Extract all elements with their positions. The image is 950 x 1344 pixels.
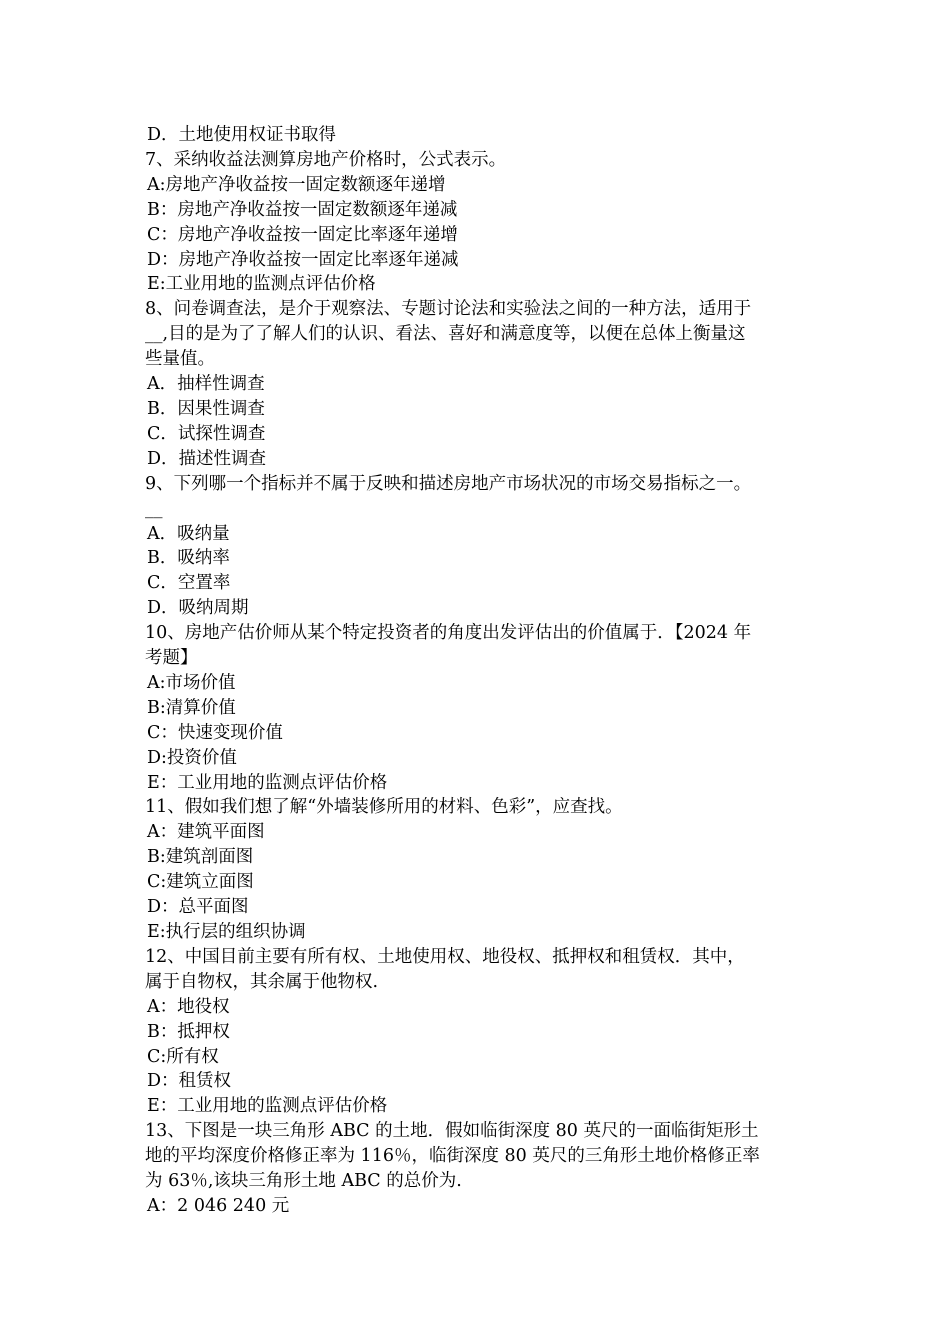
answer-option: A：建筑平面图 xyxy=(147,822,265,843)
answer-option: D：房地产净收益按一固定比率逐年递减 xyxy=(147,249,459,270)
question-text-line: 13、下图是一块三角形 ABC 的土地．假如临街深度 80 英尺的一面临街矩形土 xyxy=(145,1121,759,1142)
question-text-line: 考题】 xyxy=(145,648,198,669)
question-text-line: 属于自物权，其余属于他物权. xyxy=(145,971,379,992)
answer-option: A：2 046 240 元 xyxy=(147,1195,290,1216)
answer-option: B:清算价值 xyxy=(147,697,236,718)
answer-option: D．吸纳周期 xyxy=(147,598,249,619)
answer-option: D：总平面图 xyxy=(147,897,249,918)
answer-option: C．空置率 xyxy=(147,573,231,594)
answer-option: A:房地产净收益按一固定数额逐年递增 xyxy=(147,174,446,195)
answer-option: C：快速变现价值 xyxy=(147,722,283,743)
answer-option: B．吸纳率 xyxy=(147,548,230,569)
answer-option: C:所有权 xyxy=(147,1046,219,1067)
answer-option: C：房地产净收益按一固定比率逐年递增 xyxy=(147,224,458,245)
answer-option: D．描述性调查 xyxy=(147,448,267,469)
answer-option: C．试探性调查 xyxy=(147,423,266,444)
question-text-line: 11、假如我们想了解“外墙装修所用的材料、色彩”，应查找。 xyxy=(145,797,623,818)
answer-option: E:执行层的组织协调 xyxy=(147,922,306,942)
answer-option: A:市场价值 xyxy=(147,672,236,693)
answer-option: B．因果性调查 xyxy=(147,398,265,419)
question-text-line: __ xyxy=(145,498,163,519)
question-text-line: 10、房地产估价师从某个特定投资者的角度出发评估出的价值属于．【2024 年 xyxy=(145,623,752,644)
question-text-line: 12、中国目前主要有所有权、土地使用权、地役权、抵押权和租赁权．其中， xyxy=(145,946,745,967)
answer-option: A．抽样性调查 xyxy=(147,374,265,395)
answer-option: D:投资价值 xyxy=(147,747,237,768)
question-text-line: __,目的是为了了解人们的认识、看法、喜好和满意度等，以便在总体上衡量这 xyxy=(145,324,746,345)
answer-option: C:建筑立面图 xyxy=(147,872,254,893)
question-text-line: 些量值。 xyxy=(145,349,215,370)
question-text-line: 8、问卷调查法，是介于观察法、专题讨论法和实验法之间的一种方法，适用于 xyxy=(145,299,752,320)
answer-option: D：租赁权 xyxy=(147,1071,232,1092)
document-body xyxy=(145,123,807,1219)
answer-option: A：地役权 xyxy=(147,996,230,1017)
question-text-line: 9、下列哪一个指标并不属于反映和描述房地产市场状况的市场交易指标之一。 xyxy=(145,473,752,494)
answer-option: E：工业用地的监测点评估价格 xyxy=(147,1096,388,1117)
answer-option: E:工业用地的监测点评估价格 xyxy=(147,274,376,295)
answer-option: E：工业用地的监测点评估价格 xyxy=(147,772,388,793)
question-text-line: 为 63％,该块三角形土地 ABC 的总价为. xyxy=(145,1171,462,1192)
question-text-line: 7、采纳收益法测算房地产价格时，公式表示。 xyxy=(145,149,507,170)
answer-option: A．吸纳量 xyxy=(147,523,230,544)
answer-option: B:建筑剖面图 xyxy=(147,847,254,868)
answer-option: B：抵押权 xyxy=(147,1021,230,1042)
answer-option: D．土地使用权证书取得 xyxy=(147,125,337,145)
question-text-line: 地的平均深度价格修正率为 116％，临街深度 80 英尺的三角形土地价格修正率 xyxy=(145,1146,760,1167)
answer-option: B：房地产净收益按一固定数额逐年递减 xyxy=(147,199,458,220)
